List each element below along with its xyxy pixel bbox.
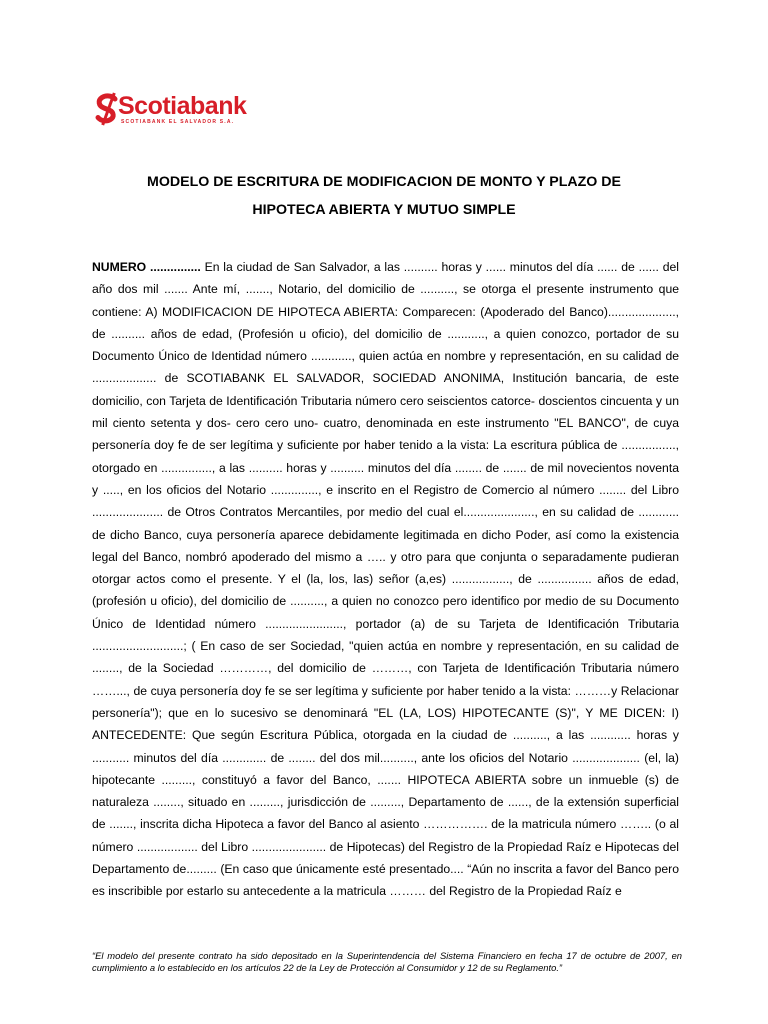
scotiabank-s-icon: [94, 92, 120, 126]
brand-subtitle: SCOTIABANK EL SALVADOR S.A.: [121, 119, 235, 125]
document-title-line-2: HIPOTECA ABIERTA Y MUTUO SIMPLE: [252, 202, 516, 218]
legal-footnote: “El modelo del presente contrato ha sido depositado en la Superintendencia del Sistema Financiero en fecha 17 de octubre de 2007, en cumplimiento a lo establecido en los artículos 22 de la Ley de Protección al Consumidor y 12 de su Reglamento.”: [92, 950, 682, 973]
brand-name: Scotiabank: [118, 92, 247, 120]
document-body: [92, 256, 679, 903]
document-body-text: En la ciudad de San Salvador, a las .......... horas y ...... minutos del día ...... de ...... del año dos mil ....... Ante mí, ......., Notario, del domicilio de .........., se otorga el presente instrumento que contiene: A) MODIFICACION DE HIPOTECA ABIERTA: Comparecen: (Apoderado del Banco)...................., de .......... años de edad, (Profesión u oficio), del domicilio de ..........., a quien conozco, portador de su Documento Único de Identidad número ............, quien actúa en nombre y representación, en su calidad de ................... de SCOTIABANK EL SALVADOR, SOCIEDAD ANONIMA, Institución bancaria, de este domicilio, con Tarjeta de Identificación Tributaria número cero seiscientos catorce- doscientos cincuenta y un mil ciento setenta y dos- cero cero uno- cuatro, denominada en este instrumento "EL BANCO", de cuya personería doy fe de ser legítima y suficiente por haber tenido a la vista: La escritura pública de ................, otorgado en ..............., a las .......... horas y .......... minutos del día ........ de ....... de mil novecientos noventa y ....., en los oficios del Notario .............., e inscrito en el Registro de Comercio al número ........ del Libro ..................... de Otros Contratos Mercantiles, por medio del cual el....................., en su calidad de ............ de dicho Banco, cuya personería aparece debidamente legitimada en dicho Poder, así como la existencia legal del Banco, nombró apoderado del mismo a ….. y otro para que conjunta o separadamente pudieran otorgar actos como el presente. Y el (la, los, las) señor (a,es) ................., de ................ años de edad, (profesión u oficio), del domicilio de .........., a quien no conozco pero identifico por medio de su Documento Único de Identidad número ......................., portador (a) de su Tarjeta de Identificación Tributaria ...........................; ( En caso de ser Sociedad, "quien actúa en nombre y representación, en su calidad de ........, de la Sociedad …………, del domicilio de ………, con Tarjeta de Identificación Tributaria número ……..., de cuya personería doy fe se ser legítima y suficiente por haber tenido a la vista: ………y Relacionar personería"); que en lo sucesivo se denominará "EL (LA, LOS) HIPOTECANTE (S)", Y ME DICEN: I) ANTECEDENTE: Que según Escritura Pública, otorgada en la ciudad de .........., a las ............ horas y ........... minutos del día ............. de ........ del dos mil.........., ante los oficios del Notario .................... (el, la) hipotecante ........., constituyó a favor del Banco, ....... HIPOTECA ABIERTA sobre un inmueble (s) de naturaleza ........, situado en ........., jurisdicción de ........., Departamento de ......, de la extensión superficial de ......., inscrita dicha Hipoteca a favor del Banco al asiento ……………. de la matricula número …….. (o al número .................. del Libro ...................... de Hipotecas) del Registro de la Propiedad Raíz e Hipotecas del Departamento de......... (En caso que únicamente esté presentado.... “Aún no inscrita a favor del Banco pero es inscribible por estarlo su antecedente a la matricula ……… del Registro de la Propiedad Raíz e: [92, 260, 680, 899]
document-number-label: NUMERO ...............: [92, 260, 201, 274]
document-title-line-1: MODELO DE ESCRITURA DE MODIFICACION DE MONTO Y PLAZO DE: [147, 174, 621, 190]
scotiabank-logo: [94, 92, 264, 132]
